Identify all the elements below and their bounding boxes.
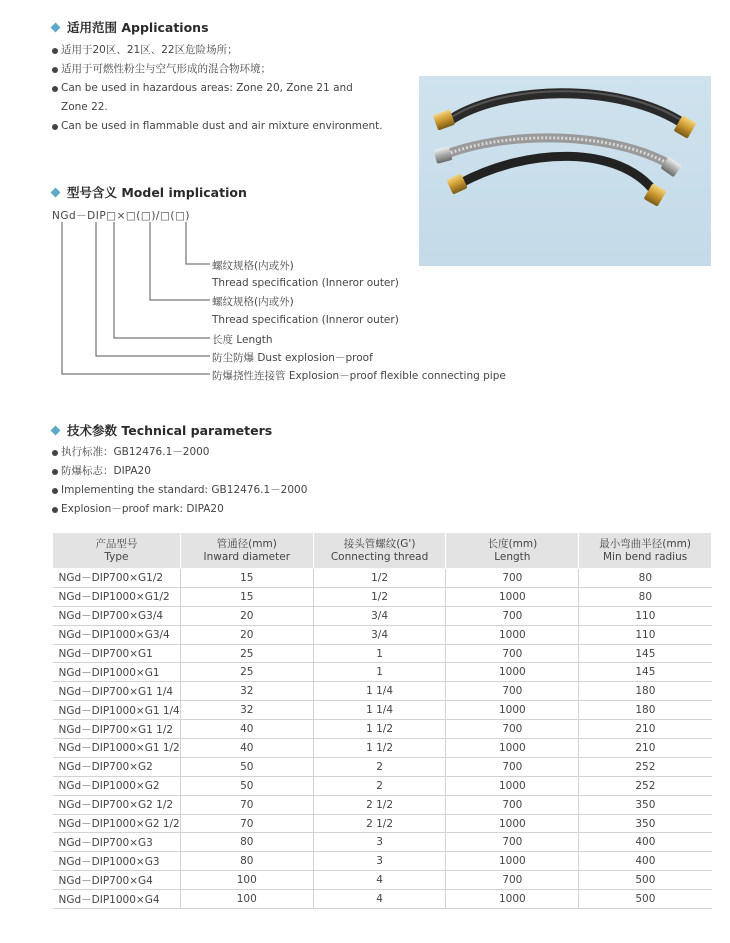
cell-connecting-thread: 1: [313, 663, 446, 682]
parameters-table: [52, 532, 712, 909]
table-row: [53, 890, 712, 909]
table-row: [53, 569, 712, 588]
technical-title: 技术参数 Technical parameters: [52, 421, 272, 439]
bullet-dot-icon: [52, 124, 58, 130]
list-item: Explosion－proof mark: DIPA20: [52, 500, 307, 519]
cell-length: 1000: [446, 852, 579, 871]
cell-connecting-thread: 1 1/2: [313, 739, 446, 758]
cell-min-bend-radius: 400: [579, 833, 712, 852]
table-row: [53, 644, 712, 663]
cell-inward-diameter: 100: [180, 890, 313, 909]
cell-length: 1000: [446, 890, 579, 909]
cell-type: NGd－DIP700×G2: [53, 757, 181, 776]
cell-connecting-thread: 1: [313, 644, 446, 663]
cell-inward-diameter: 20: [180, 606, 313, 625]
model-label-thread-en-1: Thread specification (Inneror outer): [212, 277, 399, 289]
diamond-bullet-icon: [51, 22, 61, 32]
model-title: 型号含义 Model implication: [52, 183, 247, 201]
cell-min-bend-radius: 80: [579, 587, 712, 606]
cell-type: NGd－DIP700×G3/4: [53, 606, 181, 625]
cell-min-bend-radius: 500: [579, 871, 712, 890]
cell-min-bend-radius: 252: [579, 776, 712, 795]
table-header: [53, 533, 712, 569]
cell-type: NGd－DIP1000×G3: [53, 852, 181, 871]
cell-connecting-thread: 1/2: [313, 569, 446, 588]
header-length: 长度(mm) Length: [446, 533, 579, 569]
cell-inward-diameter: 40: [180, 739, 313, 758]
table-row: [53, 682, 712, 701]
product-photo: [419, 76, 711, 266]
cell-inward-diameter: 25: [180, 644, 313, 663]
model-label-dust-proof: 防尘防爆 Dust explosion－proof: [212, 352, 373, 364]
cell-type: NGd－DIP1000×G4: [53, 890, 181, 909]
cell-inward-diameter: 70: [180, 814, 313, 833]
table-row: [53, 739, 712, 758]
header-row: [53, 533, 712, 569]
model-connector-lines: [52, 222, 212, 382]
header-min-bend-radius: 最小弯曲半径(mm) Min bend radius: [579, 533, 712, 569]
cell-min-bend-radius: 180: [579, 701, 712, 720]
table-row: [53, 776, 712, 795]
cell-min-bend-radius: 500: [579, 890, 712, 909]
cell-type: NGd－DIP700×G3: [53, 833, 181, 852]
cell-min-bend-radius: 252: [579, 757, 712, 776]
cell-type: NGd－DIP1000×G3/4: [53, 625, 181, 644]
table-row: [53, 757, 712, 776]
cell-inward-diameter: 50: [180, 757, 313, 776]
cell-min-bend-radius: 350: [579, 814, 712, 833]
cell-type: NGd－DIP700×G2 1/2: [53, 795, 181, 814]
list-item: Can be used in flammable dust and air mixture environment.: [52, 117, 383, 136]
cell-connecting-thread: 3/4: [313, 625, 446, 644]
cell-type: NGd－DIP700×G1 1/2: [53, 720, 181, 739]
model-label-connecting-pipe: 防爆挠性连接管 Explosion－proof flexible connecting pipe: [212, 370, 506, 382]
diamond-bullet-icon: [51, 187, 61, 197]
cell-type: NGd－DIP700×G4: [53, 871, 181, 890]
table-row: [53, 795, 712, 814]
cell-min-bend-radius: 350: [579, 795, 712, 814]
cell-connecting-thread: 2: [313, 757, 446, 776]
cell-min-bend-radius: 110: [579, 625, 712, 644]
bullet-dot-icon: [52, 488, 58, 494]
model-label-thread-cn-2: 螺纹规格(内或外): [212, 296, 294, 308]
table-row: [53, 852, 712, 871]
technical-list: [52, 443, 307, 519]
cell-inward-diameter: 32: [180, 682, 313, 701]
cell-inward-diameter: 32: [180, 701, 313, 720]
applications-list: [52, 41, 383, 136]
cell-inward-diameter: 25: [180, 663, 313, 682]
cell-connecting-thread: 1 1/2: [313, 720, 446, 739]
cell-min-bend-radius: 145: [579, 644, 712, 663]
table-row: [53, 587, 712, 606]
table-row: [53, 833, 712, 852]
list-item: Can be used in hazardous areas: Zone 20, Zone 21 and: [52, 79, 383, 98]
cell-connecting-thread: 2 1/2: [313, 814, 446, 833]
list-item: 适用于20区、21区、22区危险场所；: [52, 41, 383, 60]
cell-type: NGd－DIP700×G1 1/4: [53, 682, 181, 701]
cell-length: 700: [446, 644, 579, 663]
cell-inward-diameter: 15: [180, 569, 313, 588]
cell-type: NGd－DIP1000×G1: [53, 663, 181, 682]
cell-type: NGd－DIP1000×G2: [53, 776, 181, 795]
cell-length: 1000: [446, 663, 579, 682]
cell-type: NGd－DIP700×G1/2: [53, 569, 181, 588]
diamond-bullet-icon: [51, 425, 61, 435]
cell-length: 700: [446, 871, 579, 890]
model-code: NGd－DIP□×□(□)/□(□): [52, 210, 190, 222]
bullet-dot-icon: [52, 450, 58, 456]
cell-length: 700: [446, 682, 579, 701]
cell-min-bend-radius: 110: [579, 606, 712, 625]
hose-illustration: [419, 76, 711, 266]
cell-connecting-thread: 3: [313, 852, 446, 871]
cell-inward-diameter: 100: [180, 871, 313, 890]
cell-connecting-thread: 1 1/4: [313, 701, 446, 720]
bullet-dot-icon: [52, 86, 58, 92]
cell-connecting-thread: 1/2: [313, 587, 446, 606]
cell-min-bend-radius: 210: [579, 720, 712, 739]
table-body: [53, 569, 712, 909]
bullet-dot-icon: [52, 67, 58, 73]
list-item-continuation: Zone 22.: [61, 101, 108, 113]
header-connecting-thread: 接头管螺纹(G') Connecting thread: [313, 533, 446, 569]
table-row: [53, 720, 712, 739]
cell-connecting-thread: 2: [313, 776, 446, 795]
model-label-thread-en-2: Thread specification (Inneror outer): [212, 314, 399, 326]
cell-length: 700: [446, 833, 579, 852]
applications-title: 适用范围 Applications: [52, 18, 209, 36]
list-item: Implementing the standard: GB12476.1－2000: [52, 481, 307, 500]
cell-type: NGd－DIP1000×G1 1/4: [53, 701, 181, 720]
list-item: 适用于可燃性粉尘与空气形成的混合物环境；: [52, 60, 383, 79]
cell-length: 700: [446, 757, 579, 776]
header-type: 产品型号 Type: [53, 533, 181, 569]
cell-length: 1000: [446, 776, 579, 795]
cell-min-bend-radius: 145: [579, 663, 712, 682]
cell-inward-diameter: 50: [180, 776, 313, 795]
cell-type: NGd－DIP1000×G2 1/2: [53, 814, 181, 833]
header-inward-diameter: 管通径(mm) Inward diameter: [180, 533, 313, 569]
cell-length: 1000: [446, 701, 579, 720]
cell-length: 700: [446, 569, 579, 588]
list-item: 防爆标志：DIPA20: [52, 462, 307, 481]
cell-connecting-thread: 2 1/2: [313, 795, 446, 814]
cell-connecting-thread: 3/4: [313, 606, 446, 625]
table-row: [53, 663, 712, 682]
cell-length: 700: [446, 606, 579, 625]
cell-connecting-thread: 1 1/4: [313, 682, 446, 701]
list-item: 执行标准：GB12476.1－2000: [52, 443, 307, 462]
cell-type: NGd－DIP1000×G1/2: [53, 587, 181, 606]
cell-length: 1000: [446, 739, 579, 758]
cell-type: NGd－DIP700×G1: [53, 644, 181, 663]
bullet-dot-icon: [52, 507, 58, 513]
cell-min-bend-radius: 210: [579, 739, 712, 758]
table-row: [53, 814, 712, 833]
cell-connecting-thread: 4: [313, 890, 446, 909]
cell-connecting-thread: 4: [313, 871, 446, 890]
cell-min-bend-radius: 400: [579, 852, 712, 871]
cell-length: 700: [446, 795, 579, 814]
model-label-thread-cn-1: 螺纹规格(内或外): [212, 260, 294, 272]
bullet-dot-icon: [52, 469, 58, 475]
cell-length: 700: [446, 720, 579, 739]
table-row: [53, 871, 712, 890]
bullet-dot-icon: [52, 48, 58, 54]
cell-length: 1000: [446, 814, 579, 833]
cell-length: 1000: [446, 587, 579, 606]
cell-inward-diameter: 80: [180, 852, 313, 871]
cell-length: 1000: [446, 625, 579, 644]
table-row: [53, 606, 712, 625]
cell-connecting-thread: 3: [313, 833, 446, 852]
table-row: [53, 701, 712, 720]
cell-min-bend-radius: 80: [579, 569, 712, 588]
cell-min-bend-radius: 180: [579, 682, 712, 701]
cell-inward-diameter: 40: [180, 720, 313, 739]
cell-inward-diameter: 80: [180, 833, 313, 852]
cell-inward-diameter: 20: [180, 625, 313, 644]
cell-inward-diameter: 15: [180, 587, 313, 606]
cell-type: NGd－DIP1000×G1 1/2: [53, 739, 181, 758]
table-row: [53, 625, 712, 644]
model-label-length: 长度 Length: [212, 334, 273, 346]
cell-inward-diameter: 70: [180, 795, 313, 814]
